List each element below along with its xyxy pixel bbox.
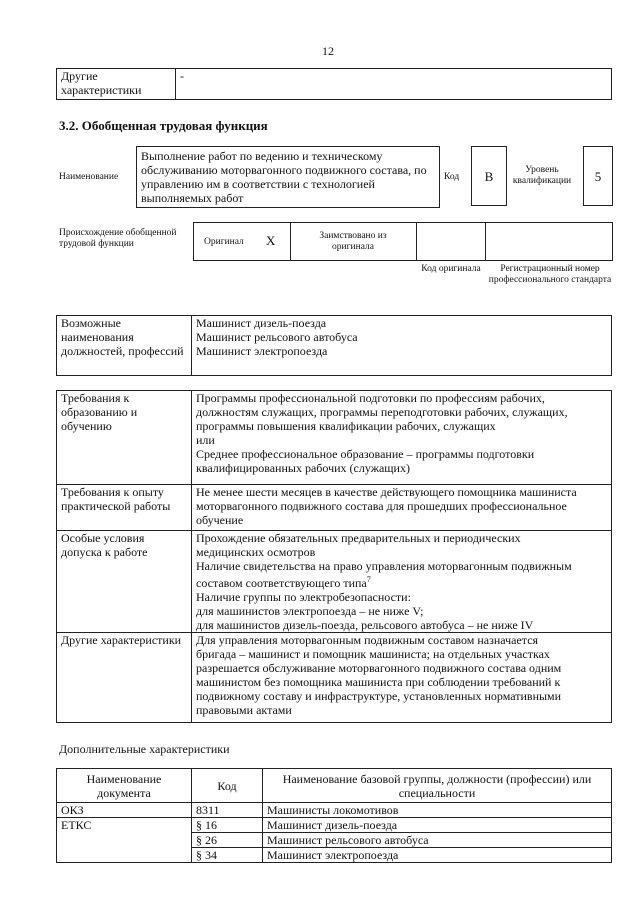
positions-table [56, 315, 612, 376]
position-item: Машинист дизель-поезда [196, 316, 327, 330]
origin-divider-2 [416, 222, 417, 261]
additional-cell-code: § 34 [192, 848, 263, 863]
additional-header-row [57, 769, 612, 803]
requirement-line: должностям служащих, программы переподготовки рабочих, служащих, [196, 405, 568, 419]
requirement-line: правовыми актами [196, 703, 292, 717]
footnote-mark: 7 [366, 575, 371, 584]
function-name-box [136, 146, 440, 208]
position-item: Машинист электропоезда [196, 344, 328, 358]
additional-cell-code: § 16 [192, 818, 263, 833]
requirement-line: обучение [196, 513, 244, 527]
requirement-row-admission [57, 531, 612, 633]
origin-borrowed-label: Заимствовано из оригинала [319, 231, 387, 252]
requirement-line: для машинистов дизель-поезда, рельсового автобуса – не ниже IV [196, 618, 534, 632]
additional-cell-doc: ЕТКС [57, 818, 192, 863]
origin-reg-caption: Регистрационный номер профессионального стандарта [488, 264, 612, 285]
origin-divider-3 [485, 222, 486, 261]
requirement-line: подвижному составу и инфраструктуре, установленных нормативными [196, 689, 562, 703]
additional-table [56, 768, 612, 863]
origin-code-caption: Код оригинала [421, 264, 481, 274]
requirement-line: Для управления моторвагонным подвижным составом назначается [196, 633, 539, 647]
requirement-line: Не менее шести месяцев в качестве действующего помощника машиниста [196, 485, 577, 499]
section-title: 3.2. Обобщенная трудовая функция [59, 118, 268, 133]
requirement-row-experience [57, 485, 612, 531]
requirement-line: медицинских осмотров [196, 545, 316, 559]
additional-cell-code: 8311 [192, 803, 263, 818]
function-name-value: Выполнение работ по ведению и техническому обслуживанию моторвагонного подвижного состава, по управлению им в соответствии с технологией выполняемых работ [141, 149, 427, 205]
function-name-label: Наименование [59, 172, 119, 182]
requirement-line: бригада – машинист и помощник машиниста; на отдельных участках [196, 647, 550, 661]
table-row [57, 803, 612, 818]
additional-title: Дополнительные характеристики [59, 742, 230, 756]
top-characteristics-value: - [176, 69, 612, 100]
additional-cell-name: Машинисты локомотивов [263, 803, 612, 818]
positions-label: Возможные наименования должностей, профессий [57, 316, 192, 376]
additional-header-name: Наименование базовой группы, должности (профессии) или специальности [263, 769, 612, 803]
requirement-line: Программы профессиональной подготовки по профессиям рабочих, [196, 391, 545, 405]
requirement-line: для машинистов электропоезда – не ниже V; [196, 604, 424, 618]
function-code-value: B [471, 146, 507, 206]
requirement-label: Особые условия допуска к работе [57, 531, 192, 633]
requirement-row-education [57, 391, 612, 485]
requirement-line: квалифицированных рабочих (служащих) [196, 461, 410, 475]
additional-cell-name: Машинист дизель-поезда [263, 818, 612, 833]
origin-label: Происхождение обобщенной трудовой функции [59, 228, 177, 249]
additional-cell-name: Машинист рельсового автобуса [263, 833, 612, 848]
requirement-line: машинистом без помощника машиниста при соблюдении требований к [196, 675, 561, 689]
additional-header-code: Код [192, 769, 263, 803]
requirement-label: Требования к образованию и обучению [57, 391, 192, 485]
requirement-line: моторвагонного подвижного состава для прошедших профессиональное [196, 499, 567, 513]
function-level-label: Уровень квалификации [512, 165, 572, 186]
origin-divider-1 [290, 222, 291, 261]
requirement-line: разрешается обслуживание моторвагонного подвижного состава одним [196, 661, 562, 675]
top-characteristics-table [56, 68, 612, 100]
requirement-line: или [196, 433, 215, 447]
requirements-table [56, 390, 612, 723]
requirement-line: Среднее профессиональное образование – программы подготовки [196, 447, 535, 461]
additional-cell-name: Машинист электропоезда [263, 848, 612, 863]
top-characteristics-label: Другие характеристики [57, 69, 176, 100]
position-item: Машинист рельсового автобуса [196, 330, 358, 344]
requirement-label: Другие характеристики [57, 633, 192, 723]
origin-original-label: Оригинал [204, 237, 244, 247]
requirement-row-other [57, 633, 612, 723]
requirement-line [196, 573, 607, 590]
requirement-line: Прохождение обязательных предварительных и периодических [196, 531, 521, 545]
additional-header-doc: Наименование документа [57, 769, 192, 803]
function-level-value: 5 [583, 146, 613, 206]
requirement-label: Требования к опыту практической работы [57, 485, 192, 531]
requirement-line: Наличие свидетельства на право управления моторвагонным подвижным [196, 559, 572, 573]
additional-cell-code: § 26 [192, 833, 263, 848]
page-number: 12 [322, 44, 334, 58]
requirement-line-text: составом соответствующего типа [196, 576, 367, 590]
requirement-line: Наличие группы по электробезопасности: [196, 590, 411, 604]
requirement-line: программы повышения квалификации рабочих, служащих [196, 419, 496, 433]
additional-cell-doc: ОКЗ [57, 803, 192, 818]
table-row [57, 818, 612, 833]
origin-original-mark: X [266, 233, 276, 248]
function-code-label: Код [444, 172, 460, 182]
